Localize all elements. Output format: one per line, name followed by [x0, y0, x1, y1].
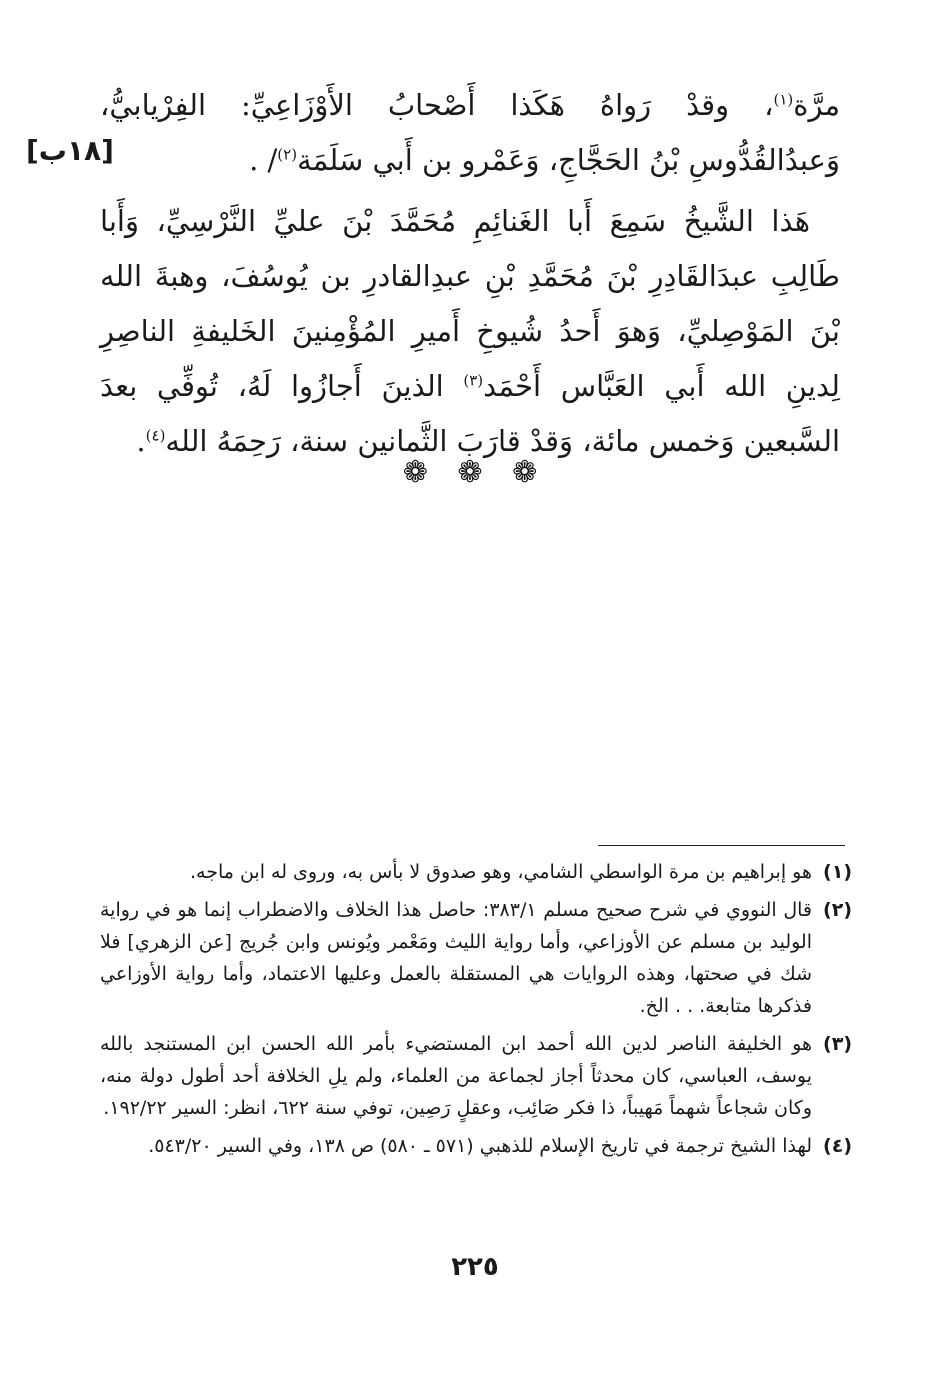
footnotes: [100, 856, 852, 1168]
section-divider-ornament: ❁ ❁ ❁: [402, 455, 548, 490]
footnote-ref-1[interactable]: (١): [773, 90, 794, 109]
paragraph-1-part-1: مرَّة: [793, 88, 840, 122]
footnote-ref-4[interactable]: (٤): [145, 426, 166, 445]
footnote-number: (٣): [823, 1033, 852, 1055]
paragraph-2-part-1: هَذا الشَّيخُ سَمِعَ أَبا الغَنائِمِ مُحَمَّدَ بْنَ عليِّ النَّرْسِيِّ، وَأَبا طَالِبِ عبدَالقَادِرِ بْنَ مُحَمَّدِ بْنِ عبدِالقادرِ بن يُوسُفَ، وهبةَ الله بْنَ المَوْصِليِّ، وَهوَ أَحدُ شُيوخِ أَميرِ المُؤْمِنينَ الخَليفةِ الناصِرِ لِدينِ الله أَبي العَبَّاس أَحْمَد: [100, 204, 840, 403]
footnote-ref-2[interactable]: (٢): [277, 145, 298, 164]
page-number: ٢٢٥: [451, 1252, 499, 1282]
footnote-2: [100, 894, 852, 1022]
footnote-text: لهذا الشيخ ترجمة في تاريخ الإسلام للذهبي (٥٧١ ـ ٥٨٠) ص ١٣٨، وفي السير ٥٤٣/٢٠.: [148, 1135, 812, 1157]
manuscript-folio-marker: [١٨ب]: [26, 134, 114, 167]
paragraph-1-part-3: / .: [249, 143, 278, 177]
main-text: [100, 78, 840, 469]
footnote-number: (١): [823, 861, 852, 883]
footnote-text: قال النووي في شرح صحيح مسلم ٣٨٣/١: حاصل هذا الخلاف والاضطراب إنما هو في رواية الوليد بن مسلم عن الأوزاعي، وأما رواية الليث ومَعْمر ويُونس وابن جُريج [عن الزهري] فلا شك في صحتها، وهذه الروايات هي المستقلة بالعمل وعليها الاعتماد، وأما رواية الأوزاعي فذكرها متابعة. . . الخ.: [100, 899, 812, 1017]
footnote-ref-3[interactable]: (٣): [463, 371, 484, 390]
paragraph-2-part-2: الذينَ أَجازُوا لَهُ، تُوفِّي بعدَ السَّبعين وَخمس مائة، وَقدْ قارَبَ الثَّمانين سنة، رَحِمَهُ الله: [100, 369, 840, 458]
footnote-3: [100, 1028, 852, 1124]
paragraph-2: [100, 194, 840, 469]
footnote-4: [100, 1130, 852, 1162]
footnote-text: هو إبراهيم بن مرة الواسطي الشامي، وهو صدوق لا بأس به، وروى له ابن ماجه.: [189, 861, 812, 883]
paragraph-1: [100, 78, 840, 188]
footnote-number: (٢): [823, 899, 852, 921]
paragraph-2-part-3: .: [136, 424, 146, 458]
footnote-number: (٤): [823, 1135, 852, 1157]
footnote-1: [100, 856, 852, 888]
footnote-separator: [598, 845, 845, 846]
paragraph-1-part-2: ، وقدْ رَواهُ هَكَذا أَصْحابُ الأَوْزَاعِيِّ: الفِرْيابيُّ، وَعبدُالقُدُّوسِ بْنُ الحَجَّاجِ، وَعَمْرو بن أَبي سَلَمَة: [100, 88, 840, 177]
footnote-text: هو الخليفة الناصر لدين الله أحمد ابن المستضيء بأمر الله الحسن ابن المستنجد بالله يوسف، العباسي، كان محدثاً أجاز لجماعة من العلماء، ولم يلِ الخلافة أحد أطول دولة منه، وكان شجاعاً شهماً مَهيباً، ذا فكر صَائِب، وعقلٍ رَصِين، توفي سنة ٦٢٢، انظر: السير ١٩٢/٢٢.: [100, 1033, 812, 1119]
